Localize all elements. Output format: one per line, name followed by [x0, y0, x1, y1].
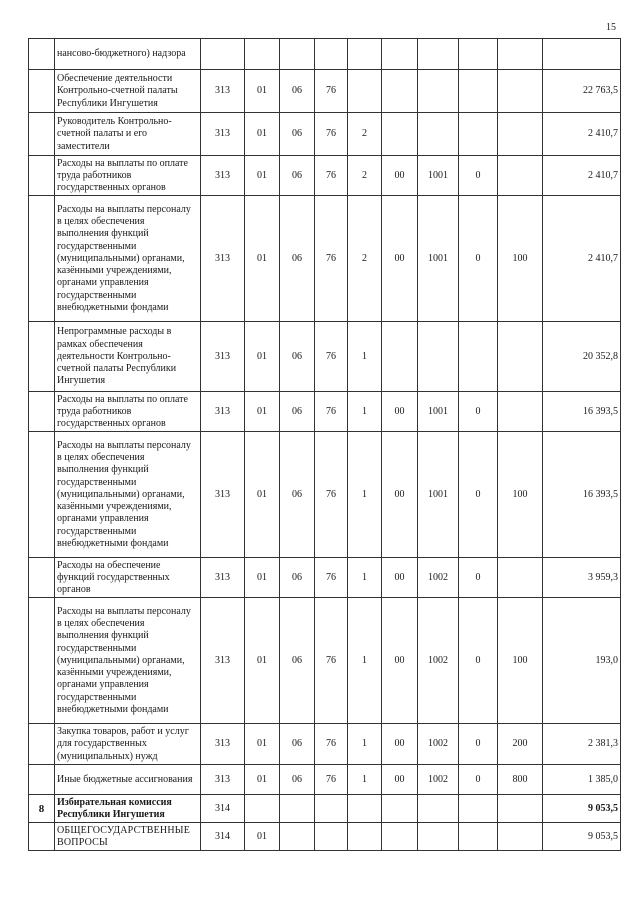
table-row	[29, 724, 621, 765]
item-name-cell: Расходы на выплаты персоналу в целях обеспечения выполнения функций государственными (муниципальными) органами, казёнными учреждениями, органами управления государственными внебюджетными фондами	[55, 196, 201, 322]
amount-cell: 2 410,7	[543, 156, 621, 196]
element-code-cell: 0	[459, 156, 498, 196]
section-code-cell: 01	[245, 598, 280, 724]
element-code-cell: 0	[459, 432, 498, 558]
subprogram-code-cell: 1	[348, 392, 382, 432]
program-code-cell: 76	[315, 724, 348, 765]
expense-type-code-cell	[498, 156, 543, 196]
amount-cell	[543, 39, 621, 70]
row-number-cell	[29, 724, 55, 765]
row-number-cell	[29, 70, 55, 113]
ministry-code-cell: 314	[201, 823, 245, 851]
article-code-cell	[418, 70, 459, 113]
expense-type-code-cell	[498, 39, 543, 70]
element-code-cell	[459, 795, 498, 823]
subprogram-code-cell: 1	[348, 432, 382, 558]
table-row	[29, 823, 621, 851]
expense-type-code-cell	[498, 823, 543, 851]
article-code-cell: 1001	[418, 156, 459, 196]
row-number-cell: 8	[29, 795, 55, 823]
amount-cell: 2 381,3	[543, 724, 621, 765]
expense-type-code-cell: 100	[498, 432, 543, 558]
table-row	[29, 765, 621, 795]
page-number: 15	[606, 22, 616, 33]
subsection-code-cell	[280, 39, 315, 70]
table-row	[29, 70, 621, 113]
table-row	[29, 113, 621, 156]
subsection-code-cell: 06	[280, 113, 315, 156]
table-row	[29, 558, 621, 598]
subprogram-code-cell: 1	[348, 558, 382, 598]
row-number-cell	[29, 196, 55, 322]
section-code-cell: 01	[245, 322, 280, 392]
program-code-cell	[315, 39, 348, 70]
section-code-cell: 01	[245, 156, 280, 196]
section-code-cell: 01	[245, 392, 280, 432]
row-number-cell	[29, 765, 55, 795]
program-code-cell	[315, 795, 348, 823]
direction-code-cell	[382, 39, 418, 70]
direction-code-cell: 00	[382, 196, 418, 322]
amount-cell: 16 393,5	[543, 432, 621, 558]
program-code-cell: 76	[315, 765, 348, 795]
subprogram-code-cell	[348, 823, 382, 851]
item-name-cell: Избирательная комиссия Республики Ингушетия	[55, 795, 201, 823]
amount-cell: 193,0	[543, 598, 621, 724]
section-code-cell: 01	[245, 558, 280, 598]
item-name-cell: Закупка товаров, работ и услуг для государственных (муниципальных) нужд	[55, 724, 201, 765]
direction-code-cell	[382, 322, 418, 392]
article-code-cell: 1001	[418, 196, 459, 322]
subsection-code-cell	[280, 823, 315, 851]
item-name-cell: нансово-бюджетного) надзора	[55, 39, 201, 70]
amount-cell: 2 410,7	[543, 196, 621, 322]
section-code-cell: 01	[245, 823, 280, 851]
element-code-cell: 0	[459, 558, 498, 598]
ministry-code-cell: 313	[201, 558, 245, 598]
program-code-cell: 76	[315, 156, 348, 196]
program-code-cell: 76	[315, 392, 348, 432]
section-code-cell: 01	[245, 724, 280, 765]
budget-table	[28, 38, 621, 851]
section-code-cell: 01	[245, 70, 280, 113]
section-code-cell: 01	[245, 765, 280, 795]
item-name-cell: Расходы на выплаты персоналу в целях обеспечения выполнения функций государственными (муниципальными) органами, казёнными учреждениями, органами управления государственными внебюджетными фондами	[55, 598, 201, 724]
direction-code-cell: 00	[382, 156, 418, 196]
section-code-cell	[245, 795, 280, 823]
article-code-cell	[418, 113, 459, 156]
element-code-cell: 0	[459, 724, 498, 765]
row-number-cell	[29, 322, 55, 392]
direction-code-cell	[382, 113, 418, 156]
ministry-code-cell: 313	[201, 724, 245, 765]
article-code-cell	[418, 322, 459, 392]
article-code-cell: 1001	[418, 392, 459, 432]
table-row	[29, 795, 621, 823]
ministry-code-cell	[201, 39, 245, 70]
direction-code-cell: 00	[382, 432, 418, 558]
expense-type-code-cell	[498, 795, 543, 823]
subsection-code-cell: 06	[280, 196, 315, 322]
row-number-cell	[29, 823, 55, 851]
subsection-code-cell: 06	[280, 765, 315, 795]
subsection-code-cell	[280, 795, 315, 823]
table-row	[29, 598, 621, 724]
item-name-cell: ОБЩЕГОСУДАРСТВЕННЫЕ ВОПРОСЫ	[55, 823, 201, 851]
row-number-cell	[29, 558, 55, 598]
ministry-code-cell: 313	[201, 113, 245, 156]
subsection-code-cell: 06	[280, 322, 315, 392]
direction-code-cell: 00	[382, 724, 418, 765]
amount-cell: 3 959,3	[543, 558, 621, 598]
program-code-cell: 76	[315, 322, 348, 392]
table-body	[29, 39, 621, 851]
table-row	[29, 39, 621, 70]
element-code-cell	[459, 113, 498, 156]
subprogram-code-cell	[348, 795, 382, 823]
subprogram-code-cell: 1	[348, 765, 382, 795]
element-code-cell	[459, 823, 498, 851]
direction-code-cell: 00	[382, 598, 418, 724]
table-row	[29, 322, 621, 392]
amount-cell: 16 393,5	[543, 392, 621, 432]
program-code-cell: 76	[315, 196, 348, 322]
program-code-cell: 76	[315, 432, 348, 558]
row-number-cell	[29, 598, 55, 724]
direction-code-cell: 00	[382, 765, 418, 795]
row-number-cell	[29, 156, 55, 196]
subsection-code-cell: 06	[280, 156, 315, 196]
subsection-code-cell: 06	[280, 558, 315, 598]
article-code-cell: 1002	[418, 598, 459, 724]
table-row	[29, 196, 621, 322]
program-code-cell: 76	[315, 70, 348, 113]
article-code-cell	[418, 823, 459, 851]
item-name-cell: Расходы на выплаты персоналу в целях обеспечения выполнения функций государственными (муниципальными) органами, казёнными учреждениями, органами управления государственными внебюджетными фондами	[55, 432, 201, 558]
amount-cell: 2 410,7	[543, 113, 621, 156]
article-code-cell: 1002	[418, 765, 459, 795]
ministry-code-cell: 313	[201, 322, 245, 392]
table-row	[29, 156, 621, 196]
expense-type-code-cell: 200	[498, 724, 543, 765]
ministry-code-cell: 313	[201, 598, 245, 724]
ministry-code-cell: 313	[201, 156, 245, 196]
subsection-code-cell: 06	[280, 392, 315, 432]
expense-type-code-cell: 100	[498, 598, 543, 724]
section-code-cell	[245, 39, 280, 70]
ministry-code-cell: 313	[201, 70, 245, 113]
subprogram-code-cell: 2	[348, 196, 382, 322]
direction-code-cell: 00	[382, 392, 418, 432]
article-code-cell: 1001	[418, 432, 459, 558]
element-code-cell: 0	[459, 598, 498, 724]
subprogram-code-cell	[348, 39, 382, 70]
expense-type-code-cell: 800	[498, 765, 543, 795]
subprogram-code-cell: 1	[348, 724, 382, 765]
direction-code-cell	[382, 823, 418, 851]
item-name-cell: Иные бюджетные ассигнования	[55, 765, 201, 795]
item-name-cell: Расходы на выплаты по оплате труда работников государственных органов	[55, 392, 201, 432]
table-row	[29, 432, 621, 558]
direction-code-cell	[382, 795, 418, 823]
subsection-code-cell: 06	[280, 70, 315, 113]
element-code-cell	[459, 322, 498, 392]
expense-type-code-cell: 100	[498, 196, 543, 322]
section-code-cell: 01	[245, 432, 280, 558]
item-name-cell: Расходы на обеспечение функций государственных органов	[55, 558, 201, 598]
table-row	[29, 392, 621, 432]
program-code-cell: 76	[315, 598, 348, 724]
subprogram-code-cell: 1	[348, 598, 382, 724]
row-number-cell	[29, 113, 55, 156]
direction-code-cell	[382, 70, 418, 113]
expense-type-code-cell	[498, 70, 543, 113]
amount-cell: 9 053,5	[543, 795, 621, 823]
expense-type-code-cell	[498, 558, 543, 598]
element-code-cell	[459, 39, 498, 70]
direction-code-cell: 00	[382, 558, 418, 598]
subprogram-code-cell: 2	[348, 113, 382, 156]
article-code-cell: 1002	[418, 558, 459, 598]
item-name-cell: Руководитель Контрольно-счетной палаты и его заместители	[55, 113, 201, 156]
subsection-code-cell: 06	[280, 432, 315, 558]
subprogram-code-cell: 2	[348, 156, 382, 196]
element-code-cell: 0	[459, 765, 498, 795]
element-code-cell: 0	[459, 392, 498, 432]
item-name-cell: Непрограммные расходы в рамках обеспечения деятельности Контрольно-счетной палаты Республики Ингушетия	[55, 322, 201, 392]
item-name-cell: Обеспечение деятельности Контрольно-счетной палаты Республики Ингушетия	[55, 70, 201, 113]
expense-type-code-cell	[498, 322, 543, 392]
element-code-cell: 0	[459, 196, 498, 322]
ministry-code-cell: 313	[201, 432, 245, 558]
ministry-code-cell: 313	[201, 196, 245, 322]
article-code-cell: 1002	[418, 724, 459, 765]
ministry-code-cell: 313	[201, 765, 245, 795]
program-code-cell: 76	[315, 558, 348, 598]
amount-cell: 22 763,5	[543, 70, 621, 113]
subprogram-code-cell: 1	[348, 322, 382, 392]
item-name-cell: Расходы на выплаты по оплате труда работников государственных органов	[55, 156, 201, 196]
section-code-cell: 01	[245, 196, 280, 322]
section-code-cell: 01	[245, 113, 280, 156]
ministry-code-cell: 314	[201, 795, 245, 823]
ministry-code-cell: 313	[201, 392, 245, 432]
subprogram-code-cell	[348, 70, 382, 113]
expense-type-code-cell	[498, 113, 543, 156]
element-code-cell	[459, 70, 498, 113]
row-number-cell	[29, 432, 55, 558]
article-code-cell	[418, 795, 459, 823]
subsection-code-cell: 06	[280, 598, 315, 724]
row-number-cell	[29, 39, 55, 70]
article-code-cell	[418, 39, 459, 70]
subsection-code-cell: 06	[280, 724, 315, 765]
amount-cell: 9 053,5	[543, 823, 621, 851]
program-code-cell: 76	[315, 113, 348, 156]
row-number-cell	[29, 392, 55, 432]
expense-type-code-cell	[498, 392, 543, 432]
amount-cell: 1 385,0	[543, 765, 621, 795]
program-code-cell	[315, 823, 348, 851]
amount-cell: 20 352,8	[543, 322, 621, 392]
